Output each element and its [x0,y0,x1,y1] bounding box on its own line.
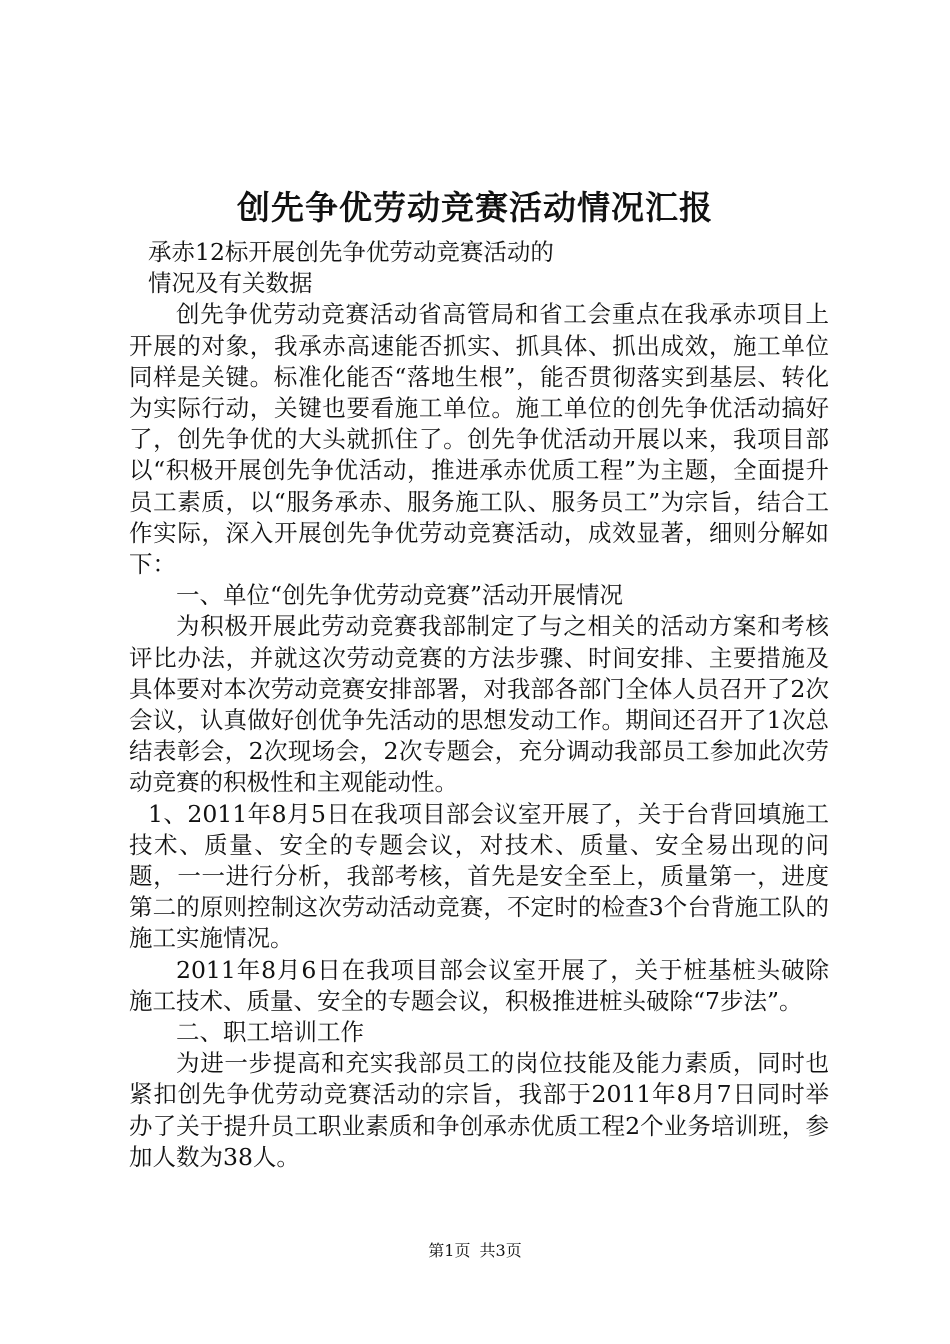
section-heading-1: 一、单位“创先争优劳动竞赛”活动开展情况 [176,581,624,610]
paragraph-item-1: 1、2011年8月5日在我项目部会议室开展了，关于台背回填施工技术、质量、安全的专题会议，对技术、质量、安全易出现的问题，一一进行分析，我部考核，首先是安全至上，质量第一，进度第二的原则控制这次劳动活动竞赛，不定时的检查3个台背施工队的施工实施情况。 [129,799,829,953]
document-body [129,237,829,1173]
paragraph-section-1: 为积极开展此劳动竞赛我部制定了与之相关的活动方案和考核评比办法，并就这次劳动竞赛的方法步骤、时间安排、主要措施及具体要对本次劳动竞赛安排部署，对我部各部门全体人员召开了2次会议，认真做好创优争先活动的思想发动工作。期间还召开了1次总结表彰会，2次现场会，2次专题会，充分调动我部员工参加此次劳动竞赛的积极性和主观能动性。 [129,612,829,797]
paragraph-intro: 创先争优劳动竞赛活动省高管局和省工会重点在我承赤项目上开展的对象，我承赤高速能否抓实、抓具体、抓出成效，施工单位同样是关键。标准化能否“落地生根”，能否贯彻落实到基层、转化为实际行动，关键也要看施工单位。施工单位的创先争优活动搞好了，创先争优的大头就抓住了。创先争优活动开展以来，我项目部以“积极开展创先争优活动，推进承赤优质工程”为主题，全面提升员工素质，以“服务承赤、服务施工队、服务员工”为宗旨，结合工作实际，深入开展创先争优劳动竞赛活动，成效显著，细则分解如下： [129,300,829,579]
paragraph-item-2: 2011年8月6日在我项目部会议室开展了，关于桩基桩头破除施工技术、质量、安全的专题会议，积极推进桩头破除“7步法”。 [129,955,829,1015]
subtitle-line-1: 承赤12标开展创先争优劳动竞赛活动的 [148,238,554,266]
page-footer [0,1240,950,1262]
document-title: 创先争优劳动竞赛活动情况汇报 [237,188,713,227]
page-total: 共3页 [479,1241,522,1260]
paragraph-section-2: 为进一步提高和充实我部员工的岗位技能及能力素质，同时也紧扣创先争优劳动竞赛活动的宗旨，我部于2011年8月7日同时举办了关于提升员工职业素质和争创承赤优质工程2个业务培训班，参加人数为38人。 [129,1049,829,1171]
section-heading-2: 二、职工培训工作 [176,1018,364,1047]
subtitle-line-2: 情况及有关数据 [148,269,313,298]
page-number: 第1页 [428,1241,471,1260]
